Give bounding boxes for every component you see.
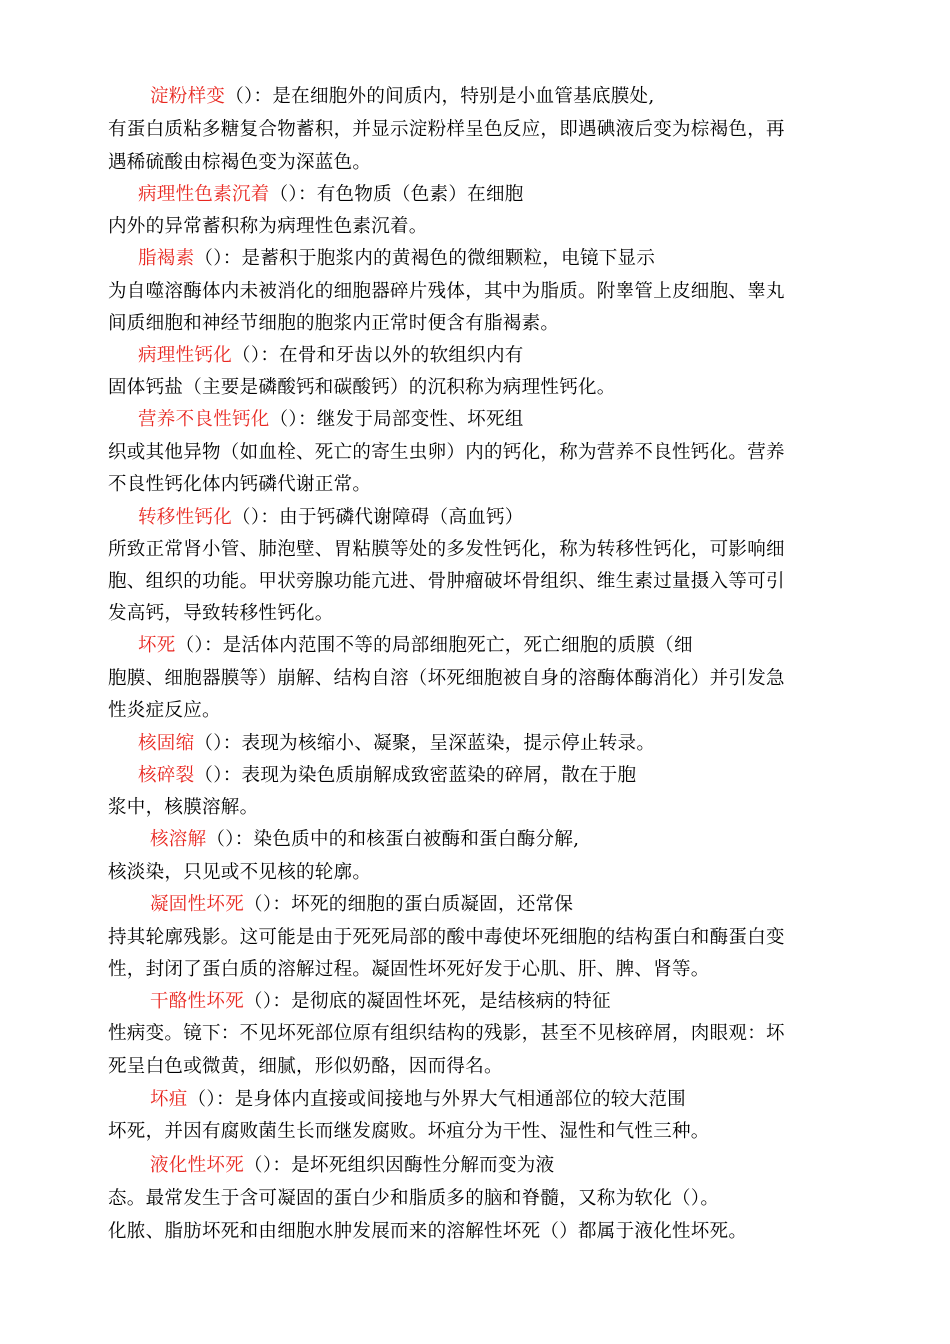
entry-8-term: 核固缩 [138,733,195,754]
entry-10-term: 核溶解 [150,829,207,850]
entry-8-def: （）：表现为核缩小、凝聚，呈深蓝染，提示停止转录。 [194,733,656,754]
entry-5-line-2: 织或其他异物（如血栓、死亡的寄生虫卵）内的钙化，称为营养不良性钙化。营养 [108,442,785,463]
entry-14-line-3: 化脓、脂肪坏死和由细胞水肿发展而来的溶解性坏死（）都属于液化性坏死。 [108,1221,748,1242]
entry-5-line-1 [138,406,524,434]
entry-13-line-1 [150,1086,686,1114]
entry-11-line-3: 性，封闭了蛋白质的溶解过程。凝固性坏死好发于心肌、肝、脾、肾等。 [108,959,710,980]
entry-12-line-1 [150,988,611,1016]
entry-1-line-3: 遇稀硫酸由棕褐色变为深蓝色。 [108,152,372,173]
entry-6-line-3: 胞、组织的功能。甲状旁腺功能亢进、骨肿瘤破坏骨组织、维生素过量摄入等可引 [108,571,785,592]
entry-5-line-3: 不良性钙化体内钙磷代谢正常。 [108,474,372,495]
entry-13-term: 坏疽 [150,1089,188,1110]
entry-9-line-2: 浆中，核膜溶解。 [108,797,259,818]
entry-6-line-2: 所致正常肾小管、肺泡壁、胃粘膜等处的多发性钙化，称为转移性钙化，可影响细 [108,539,785,560]
entry-10-line-1 [150,826,579,854]
entry-8-line-1 [138,730,655,758]
entry-3-line-2: 为自噬溶酶体内未被消化的细胞器碎片残体，其中为脂质。附睾管上皮细胞、睾丸 [108,281,785,302]
entry-7-line-1 [138,632,693,660]
entry-3-term: 脂褐素 [138,248,195,269]
entry-5-def: （）：继发于局部变性、坏死组 [269,409,524,430]
entry-7-def: （）：是活体内范围不等的局部细胞死亡，死亡细胞的质膜（细 [175,635,693,656]
entry-1-def: （）：是在细胞外的间质内，特别是小血管基底膜处, [225,86,655,107]
entry-3-line-3: 间质细胞和神经节细胞的胞浆内正常时便含有脂褐素。 [108,313,560,334]
entry-11-line-1 [150,891,573,919]
entry-2-def: （）：有色物质（色素）在细胞 [269,184,524,205]
entry-10-line-2: 核淡染，只见或不见核的轮廓。 [108,862,372,883]
entry-6-def: （）：由于钙磷代谢障碍（高血钙） [232,507,524,528]
entry-9-line-1 [138,762,636,790]
entry-13-def: （）：是身体内直接或间接地与外界大气相通部位的较大范围 [187,1089,686,1110]
entry-1-term: 淀粉样变 [150,86,226,107]
entry-12-term: 干酪性坏死 [150,991,245,1012]
entry-12-line-3: 死呈白色或微黄，细腻，形似奶酪，因而得名。 [108,1056,503,1077]
entry-3-line-1 [138,245,655,273]
entry-6-line-1 [138,504,524,532]
entry-6-line-4: 发高钙，导致转移性钙化。 [108,603,334,624]
entry-12-def: （）：是彻底的凝固性坏死，是结核病的特征 [244,991,611,1012]
entry-12-line-2: 性病变。镜下：不见坏死部位原有组织结构的残影，甚至不见核碎屑，肉眼观：坏 [108,1023,785,1044]
entry-7-term: 坏死 [138,635,176,656]
entry-6-term: 转移性钙化 [138,507,233,528]
entry-14-def: （）：是坏死组织因酶性分解而变为液 [244,1155,555,1176]
entry-14-term: 液化性坏死 [150,1155,245,1176]
entry-9-term: 核碎裂 [138,765,195,786]
entry-9-def: （）：表现为染色质崩解成致密蓝染的碎屑，散在于胞 [194,765,637,786]
entry-1-line-1 [150,83,655,111]
entry-3-def: （）：是蓄积于胞浆内的黄褐色的微细颗粒，电镜下显示 [194,248,656,269]
entry-2-line-1 [138,181,524,209]
entry-5-term: 营养不良性钙化 [138,409,270,430]
entry-7-line-2: 胞膜、细胞器膜等）崩解、结构自溶（坏死细胞被自身的溶酶体酶消化）并引发急 [108,668,785,689]
entry-10-def: （）：染色质中的和核蛋白被酶和蛋白酶分解, [206,829,580,850]
entry-14-line-1 [150,1152,554,1180]
entry-4-line-2: 固体钙盐（主要是磷酸钙和碳酸钙）的沉积称为病理性钙化。 [108,377,616,398]
entry-11-def: （）：坏死的细胞的蛋白质凝固，还常保 [244,894,574,915]
entry-4-line-1 [138,342,524,370]
entry-2-term: 病理性色素沉着 [138,184,270,205]
entry-1-line-2: 有蛋白质粘多糖复合物蓄积，并显示淀粉样呈色反应，即遇碘液后变为棕褐色，再 [108,119,785,140]
entry-4-term: 病理性钙化 [138,345,233,366]
entry-13-line-2: 坏死，并因有腐败菌生长而继发腐败。坏疽分为干性、湿性和气性三种。 [108,1121,710,1142]
entry-11-line-2: 持其轮廓残影。这可能是由于死死局部的酸中毒使坏死细胞的结构蛋白和酶蛋白变 [108,927,785,948]
entry-7-line-3: 性炎症反应。 [108,700,221,721]
entry-2-line-2: 内外的异常蓄积称为病理性色素沉着。 [108,216,428,237]
entry-4-def: （）：在骨和牙齿以外的软组织内有 [232,345,524,366]
entry-14-line-2: 态。最常发生于含可凝固的蛋白少和脂质多的脑和脊髓，又称为软化（）。 [108,1188,720,1209]
entry-11-term: 凝固性坏死 [150,894,245,915]
